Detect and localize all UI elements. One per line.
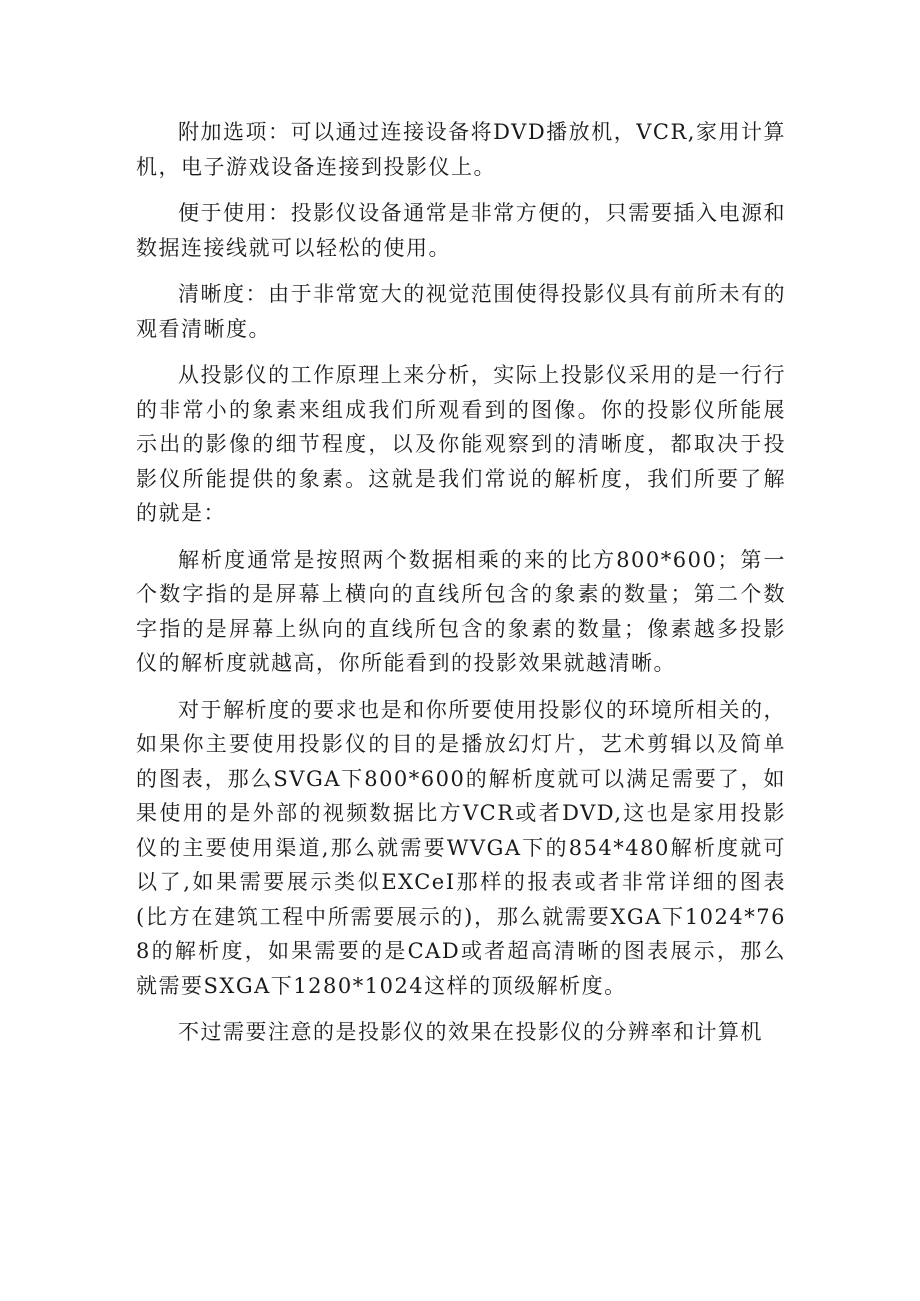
paragraph-additional-options: 附加选项：可以通过连接设备将DVD播放机，VCR,家用计算机，电子游戏设备连接到投影仪上。 (136, 120, 786, 179)
paragraph-working-principle: 从投影仪的工作原理上来分析，实际上投影仪采用的是一行行的非常小的象素来组成我们所观看到的图像。你的投影仪所能展示出的影像的细节程度，以及你能观察到的清晰度，都取决于投影仪所能提供的象素。这就是我们常说的解析度，我们所要了解的就是： (136, 363, 786, 525)
paragraph-ease-of-use: 便于使用：投影仪设备通常是非常方便的，只需要插入电源和数据连接线就可以轻松的使用。 (136, 201, 786, 260)
paragraph-resolution-definition: 解析度通常是按照两个数据相乘的来的比方800*600；第一个数字指的是屏幕上横向的直线所包含的象素的数量；第二个数字指的是屏幕上纵向的直线所包含的象素的数量；像素越多投影仪的解析度就越高，你所能看到的投影效果就越清晰。 (136, 547, 786, 675)
paragraph-note: 不过需要注意的是投影仪的效果在投影仪的分辨率和计算机 (178, 1020, 763, 1044)
paragraph-clarity: 清晰度：由于非常宽大的视觉范围使得投影仪具有前所未有的观看清晰度。 (136, 282, 786, 341)
document-body (136, 115, 786, 1062)
paragraph-resolution-requirements: 对于解析度的要求也是和你所要使用投影仪的环境所相关的，如果你主要使用投影仪的目的是播放幻灯片，艺术剪辑以及简单的图表，那么SVGA下800*600的解析度就可以满足需要了，如果使用的是外部的视频数据比方VCR或者DVD,这也是家用投影仪的主要使用渠道,那么就需要WVGA下的854*480解析度就可以了,如果需要展示类似EXCeI那样的报表或者非常详细的图表(比方在建筑工程中所需要展示的)，那么就需要XGA下1024*768的解析度，如果需要的是CAD或者超高清晰的图表展示，那么就需要SXGA下1280*1024这样的顶级解析度。 (136, 697, 786, 998)
